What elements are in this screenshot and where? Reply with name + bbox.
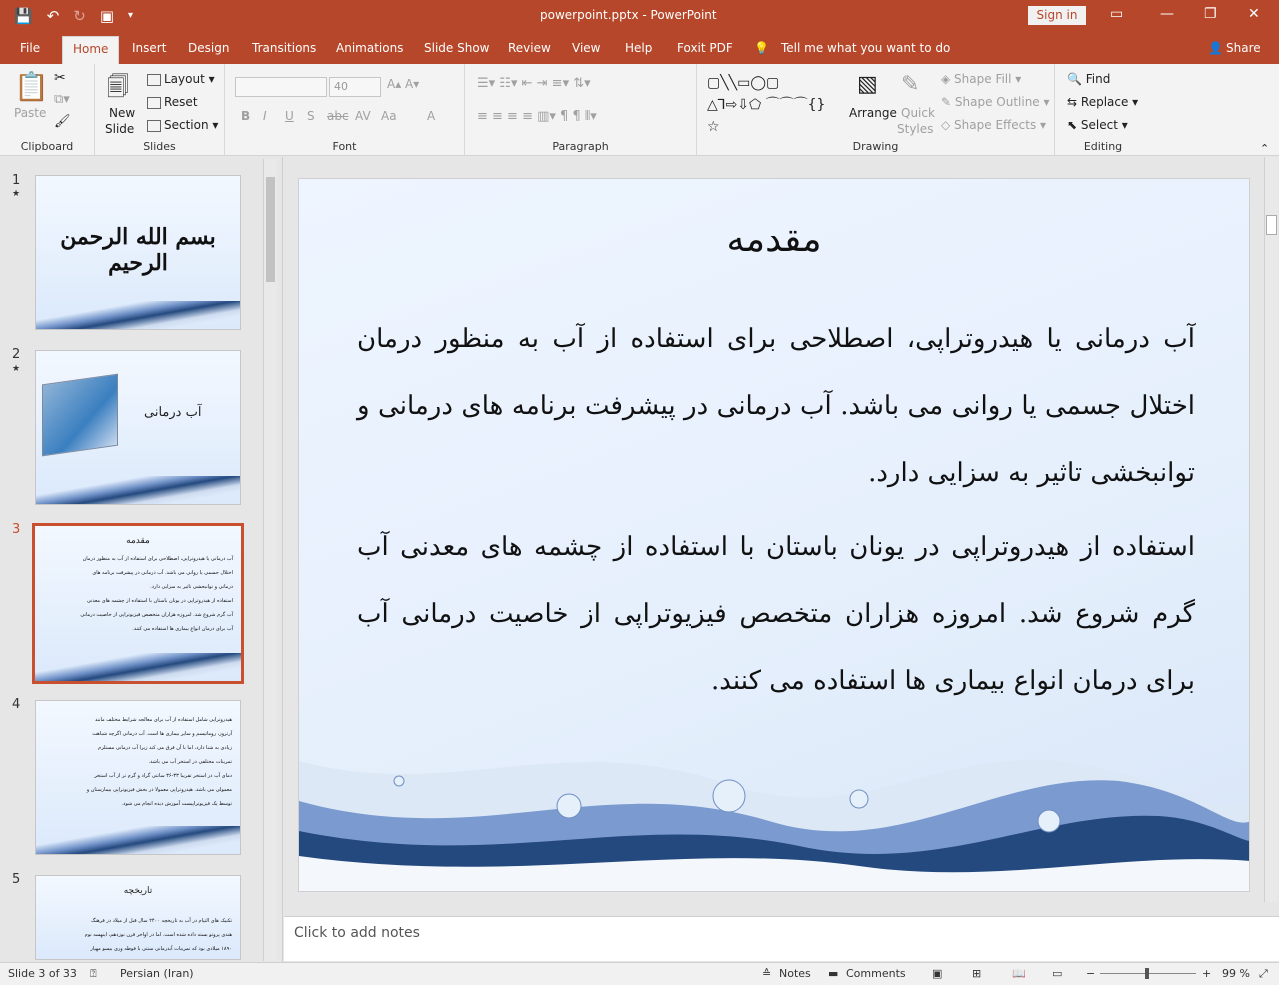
thumb-3-line: اختلال جسمی یا روانی می باشد. آب درمانی در پیشرفت برنامه های — [92, 570, 233, 576]
current-slide[interactable] — [298, 178, 1250, 892]
replace-label: Replace — [1080, 95, 1129, 109]
italic-button[interactable]: I — [263, 109, 267, 123]
select-button[interactable]: ⬉ Select ▾ — [1067, 118, 1128, 132]
slide-count: Slide 3 of 33 — [8, 967, 77, 980]
editing-label: Editing — [1083, 140, 1123, 153]
font-name-combo[interactable] — [235, 77, 327, 97]
shape-outline-button[interactable]: ✎ Shape Outline ▾ — [941, 95, 1050, 109]
replace-icon: ⇆ — [1067, 95, 1078, 109]
new-slide-icon[interactable]: 🗐 — [107, 75, 129, 100]
thumb-5-title: تاریخچه — [123, 886, 153, 896]
slide-sorter-icon[interactable]: ⊞ — [972, 967, 982, 980]
strikethrough-button[interactable]: abc — [327, 109, 349, 123]
window-title: powerpoint.pptx - PowerPoint — [540, 8, 717, 22]
notes-icon: ≙ — [762, 967, 772, 980]
thumb-4-line: تمرینات مختلفی در استخر آب می باشد. — [148, 759, 232, 765]
shape-outline-label: Shape Outline — [954, 95, 1040, 109]
thumb-wave — [36, 826, 240, 854]
shape-fill-label: Shape Fill — [954, 72, 1012, 86]
language-indicator[interactable]: Persian (Iran) — [120, 967, 194, 980]
slide-scroll-thumb[interactable] — [1266, 215, 1277, 235]
thumb-4-line: هیدروتراپی شامل استفاده از آب برای معالجه شرایط مختلف مانند — [94, 717, 232, 723]
slides-group — [95, 64, 225, 156]
cut-icon[interactable]: ✂ — [54, 70, 66, 86]
sign-in-button[interactable]: Sign in — [1028, 6, 1086, 25]
tab-transitions[interactable]: Transitions — [252, 41, 317, 55]
zoom-level[interactable]: 99 % — [1222, 967, 1250, 980]
thumbnail-scroll-thumb[interactable] — [266, 177, 275, 282]
align-icons[interactable]: ≡ ≡ ≡ ≡ ▥▾ ¶ ¶ ⫴▾ — [477, 109, 597, 124]
slide-thumbnail-pane — [0, 157, 283, 962]
thumb-5-line: ۱۸۹۰ میلادی بود که تمرینات آبدرمانی سنتی با فوطه وری بیسو مهیار — [90, 946, 232, 952]
underline-button[interactable]: U — [285, 109, 294, 123]
tab-insert[interactable]: Insert — [132, 41, 167, 55]
thumb-number-5: 5 — [12, 872, 21, 887]
thumb-3-title: مقدمه — [126, 536, 150, 546]
shape-effects-label: Shape Effects — [954, 118, 1037, 132]
slides-label: Slides — [143, 140, 176, 153]
find-button[interactable] — [1067, 72, 1110, 86]
thumb-number-3: 3 — [12, 522, 21, 537]
slide-thumbnail-2[interactable] — [35, 350, 241, 505]
animation-star-icon: ★ — [12, 364, 21, 374]
lightbulb-icon: 💡 — [754, 41, 769, 55]
slide-title[interactable]: مقدمه — [726, 219, 822, 260]
thumb-3-line: آب درمانی یا هیدروتراپی، اصطلاحی برای استفاده از آب به منظور درمان — [82, 556, 233, 562]
tab-help[interactable]: Help — [625, 41, 653, 55]
slide-editing-area — [284, 157, 1265, 915]
thumb-4-line: توسط یک فیزیوتراپیست آموزش دیده انجام می شود. — [121, 801, 232, 807]
shape-effects-button[interactable]: ◇ Shape Effects ▾ — [941, 118, 1047, 132]
paste-icon[interactable]: 📋 — [14, 70, 49, 103]
slide-thumbnail-1[interactable] — [35, 175, 241, 330]
thumb-2-title: آب درمانی — [144, 405, 202, 420]
quick-styles-label-2[interactable]: Styles — [897, 122, 934, 136]
font-size-combo[interactable]: 40 — [329, 77, 381, 97]
notes-pane[interactable] — [284, 916, 1279, 961]
thumb-4-line: آرتروز، روماتیسم و سایر بیماری ها است. آب درمانی اگرچه شباهت — [92, 731, 232, 737]
bullets-icon[interactable]: ☰▾ ☷▾ ⇤ ⇥ ≡▾ ⇅▾ — [477, 76, 591, 91]
drawing-group — [697, 64, 1055, 156]
customize-qat-icon[interactable]: ▾ — [128, 10, 134, 21]
select-label: Select — [1080, 118, 1118, 132]
slideshow-icon[interactable]: ▭ — [1052, 967, 1063, 980]
share-button[interactable]: Share — [1226, 41, 1261, 55]
layout-label: Layout — [164, 72, 205, 86]
undo-icon[interactable]: ↶ — [46, 7, 60, 25]
reset-label: Reset — [164, 95, 198, 109]
zoom-out-icon[interactable]: − — [1086, 967, 1096, 980]
format-painter-icon[interactable]: 🖌 — [54, 114, 71, 129]
thumbnail-scrollbar[interactable] — [263, 159, 277, 961]
editing-group — [1055, 64, 1151, 156]
thumb-4-line: معمولی می باشد. هیدروتراپی معمولا در بخش فیزیوتراپی بیمارستان و — [86, 787, 232, 793]
zoom-slider-thumb[interactable] — [1145, 968, 1149, 979]
comments-icon: ▬ — [828, 967, 839, 980]
copy-icon[interactable]: ⧉▾ — [54, 92, 70, 107]
reset-icon — [147, 97, 161, 109]
shape-fill-button[interactable]: ◈ Shape Fill ▾ — [941, 72, 1022, 86]
slide-wave-graphic — [299, 741, 1250, 891]
layout-button[interactable]: Layout ▾ — [147, 72, 215, 86]
notes-toggle[interactable]: Notes — [779, 967, 811, 980]
thumb-3-line: استفاده از هیدروتراپی در یونان باستان با استفاده از چشمه های معدنی — [86, 598, 233, 604]
slide-paragraph-1[interactable]: آب درمانی یا هیدروتراپی، اصطلاحی برای استفاده از آب به منظور درمان اختلال جسمی یا روانی می باشد. آب درمانی در پیشرفت برنامه های درمانی و توانبخشی تاثیر به سزایی دارد. — [357, 324, 1195, 488]
ribbon-tabs — [0, 33, 1279, 64]
thumb-3-line: آب گرم شروع شد. امروزه هزاران متخصص فیزیوتراپی از خاصیت درمانی — [80, 612, 233, 618]
thumb-wave — [36, 301, 240, 329]
font-label: Font — [332, 140, 357, 153]
thumb-number-1: 1 — [12, 173, 21, 188]
tab-animations[interactable]: Animations — [336, 41, 404, 55]
tab-design[interactable]: Design — [188, 41, 230, 55]
paste-button[interactable]: Paste — [14, 106, 47, 120]
tab-slide-show[interactable]: Slide Show — [424, 41, 490, 55]
arrange-button[interactable]: Arrange — [849, 106, 897, 120]
tab-home[interactable]: Home — [62, 36, 119, 64]
thumb-3-line: آب برای درمان انواع بیماری ها استفاده می کنند. — [132, 626, 233, 632]
thumb-4-line: زیادی به شنا دارد، اما با آن فرق می کند زیرا آب درمانی مستلزم — [98, 745, 232, 751]
status-bar — [0, 962, 1279, 985]
thumb-3-line: درمانی و توانبخشی تاثیر به سزایی دارد. — [150, 584, 233, 590]
font-group — [225, 64, 465, 156]
find-icon: 🔍 — [1067, 72, 1082, 86]
find-label: Find — [1085, 72, 1111, 86]
new-slide-label-2[interactable]: Slide — [105, 122, 135, 136]
shapes-gallery[interactable]: ▢╲╲▭◯▢ △⅂⇨⇩⬠ ⌒⌒⌒{}☆ — [707, 75, 826, 135]
paragraph-label: Paragraph — [552, 140, 609, 153]
thumb-5-line: هندی پروتو بسته داده شده است. اما در اواخر قرن نوزدهم، اینهسه نوم — [84, 932, 232, 938]
thumb-4-line: دمای آب در استخر تقریبا ۳۳-۳۶ سانتی گراد و گرم تر از آب استخر — [94, 773, 232, 779]
tell-me-search[interactable]: Tell me what you want to do — [781, 41, 951, 55]
font-color-button[interactable]: A — [427, 109, 436, 123]
tab-view[interactable]: View — [572, 41, 601, 55]
replace-button[interactable]: ⇆ Replace ▾ — [1067, 95, 1139, 109]
ribbon — [0, 64, 1279, 156]
start-from-beginning-icon[interactable]: ▣ — [99, 7, 115, 25]
collapse-ribbon-icon[interactable]: ⌃ — [1260, 142, 1270, 155]
tab-review[interactable]: Review — [508, 41, 551, 55]
quick-styles-icon[interactable]: ✎ — [901, 72, 920, 97]
new-slide-label-1[interactable]: New — [109, 106, 136, 120]
thumb-number-2: 2 — [12, 347, 21, 362]
section-icon — [147, 120, 161, 132]
quick-styles-label-1[interactable]: Quick — [901, 106, 935, 120]
slide-thumbnail-4[interactable] — [35, 700, 241, 855]
thumb-1-calligraphy: بسم الله الرحمن الرحیم — [60, 224, 216, 276]
restore-button[interactable]: ❐ — [1204, 6, 1217, 22]
spell-check-icon[interactable]: ⍰ — [90, 967, 97, 980]
reset-button[interactable] — [147, 95, 198, 109]
share-icon: 👤 — [1208, 41, 1223, 55]
font-grow-shrink-icon[interactable]: A▴ A▾ — [387, 77, 420, 91]
paragraph-group — [465, 64, 697, 156]
thumb-2-photo — [42, 374, 118, 457]
section-button[interactable]: Section ▾ — [147, 118, 218, 132]
layout-icon — [147, 74, 161, 86]
close-button[interactable]: ✕ — [1248, 6, 1260, 22]
save-icon[interactable]: 💾 — [14, 7, 33, 25]
zoom-in-icon[interactable]: + — [1202, 967, 1212, 980]
character-spacing-button[interactable]: AV — [355, 109, 371, 123]
change-case-button[interactable]: Aa — [381, 109, 397, 123]
slide-scrollbar[interactable] — [1264, 157, 1278, 902]
clipboard-label: Clipboard — [20, 140, 74, 153]
reading-view-icon[interactable]: 📖 — [1012, 967, 1026, 980]
tab-foxit-pdf[interactable]: Foxit PDF — [677, 41, 733, 55]
clipboard-group — [0, 64, 95, 156]
title-bar — [0, 0, 1279, 33]
drawing-label: Drawing — [852, 140, 899, 153]
fit-to-window-icon[interactable]: ⤢ — [1259, 967, 1268, 980]
slide-thumbnail-5[interactable] — [35, 875, 241, 960]
section-label: Section — [164, 118, 209, 132]
minimize-button[interactable]: — — [1160, 6, 1174, 22]
quick-access-toolbar — [14, 7, 133, 25]
notes-placeholder[interactable]: Click to add notes — [294, 925, 420, 941]
slide-thumbnail-3[interactable] — [32, 523, 244, 684]
animation-star-icon: ★ — [12, 189, 21, 199]
comments-toggle[interactable]: Comments — [846, 967, 906, 980]
arrange-icon[interactable]: ▧ — [857, 72, 878, 97]
ribbon-display-options-icon[interactable]: ▭ — [1110, 6, 1124, 22]
thumb-wave — [35, 653, 241, 681]
normal-view-icon[interactable]: ▣ — [932, 967, 943, 980]
thumb-number-4: 4 — [12, 697, 21, 712]
thumb-wave — [36, 476, 240, 504]
redo-icon[interactable]: ↻ — [73, 7, 86, 25]
thumb-5-line: تکنیک های التیام در آب به تاریخچه ۲۴۰۰ سال قبل از میلاد در فرهنگ — [91, 918, 232, 924]
tab-file[interactable]: File — [20, 41, 41, 55]
shadow-button[interactable]: S — [307, 109, 315, 123]
select-icon: ⬉ — [1067, 118, 1078, 132]
slide-paragraph-2[interactable]: استفاده از هیدروتراپی در یونان باستان با استفاده از چشمه های معدنی آب گرم شروع شد. امروزه هزاران متخصص فیزیوتراپی از خاصیت درمانی آب برای درمان انواع بیماری ها استفاده می کنند. — [357, 532, 1195, 696]
bold-button[interactable]: B — [241, 109, 251, 123]
